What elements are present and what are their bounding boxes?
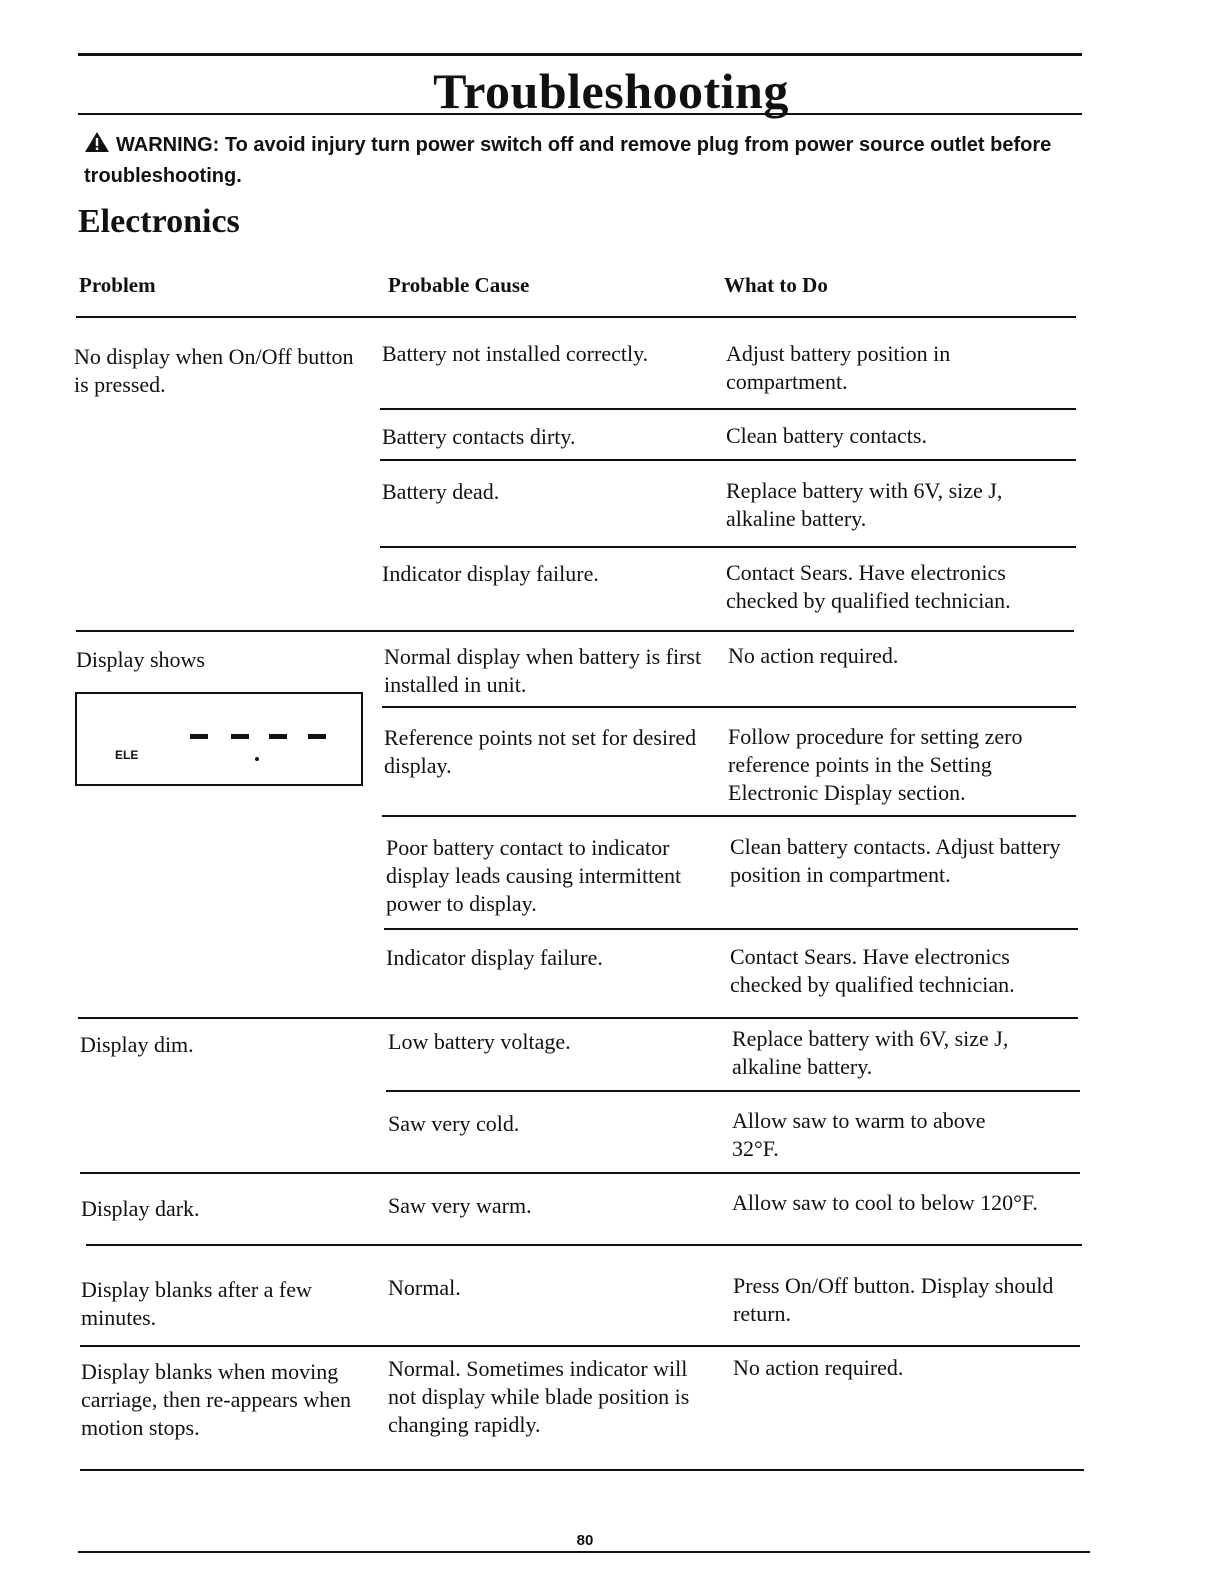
row-rule <box>382 815 1076 817</box>
lcd-dash <box>190 734 208 739</box>
column-header-todo: What to Do <box>724 273 828 297</box>
problem-cell: Display dark. <box>81 1196 200 1221</box>
todo-cell: Allow saw to cool to below 120°F. <box>732 1190 1038 1215</box>
problem-cell: Display blanks after a few minutes. <box>81 1277 312 1330</box>
group-rule <box>76 630 1074 632</box>
page-title: Troubleshooting <box>433 63 789 119</box>
todo-cell: Replace battery with 6V, size J, alkaline battery. <box>726 478 1003 531</box>
group-rule <box>80 1345 1080 1347</box>
todo-cell: Replace battery with 6V, size J, alkaline battery. <box>732 1026 1009 1079</box>
cause-cell: Poor battery contact to indicator display leads causing intermittent power to display. <box>386 835 682 916</box>
column-header-problem: Problem <box>79 273 156 297</box>
cause-cell: Normal. Sometimes indicator will not display while blade position is changing rapidly. <box>388 1356 690 1437</box>
header-rule <box>76 316 1076 318</box>
todo-cell: Clean battery contacts. Adjust battery position in compartment. <box>730 834 1061 887</box>
todo-cell: Contact Sears. Have electronics checked by qualified technician. <box>726 560 1011 613</box>
lcd-label: ELE <box>115 748 139 762</box>
row-rule <box>386 1090 1080 1092</box>
cause-cell: Indicator display failure. <box>382 561 599 586</box>
todo-cell: Contact Sears. Have electronics checked by qualified technician. <box>730 944 1015 997</box>
group-rule <box>80 1172 1080 1174</box>
cause-cell: Saw very warm. <box>388 1193 532 1218</box>
row-rule <box>380 408 1076 410</box>
row-rule <box>384 928 1078 930</box>
page-number: 80 <box>576 1532 594 1549</box>
column-header-cause: Probable Cause <box>388 273 530 297</box>
cause-cell: Normal display when battery is first installed in unit. <box>384 644 702 697</box>
lcd-decimal-dot <box>255 757 259 761</box>
cause-cell: Low battery voltage. <box>388 1029 571 1054</box>
problem-cell: Display blanks when moving carriage, then re-appears when motion stops. <box>81 1359 351 1440</box>
top-rule <box>78 53 1082 56</box>
problem-cell: Display dim. <box>80 1032 194 1057</box>
todo-cell: Press On/Off button. Display should return. <box>733 1273 1054 1326</box>
todo-cell: Allow saw to warm to above 32°F. <box>732 1108 986 1161</box>
cause-cell: Reference points not set for desired display. <box>384 725 697 778</box>
row-rule <box>380 459 1076 461</box>
lcd-dash <box>308 734 326 739</box>
todo-cell: Follow procedure for setting zero reference points in the Setting Electronic Display section. <box>728 724 1023 805</box>
cause-cell: Normal. <box>388 1275 461 1300</box>
footer-rule <box>78 1551 1090 1553</box>
todo-cell: Adjust battery position in compartment. <box>726 341 951 394</box>
cause-cell: Battery contacts dirty. <box>382 424 576 449</box>
bottom-table-rule <box>80 1469 1084 1471</box>
section-heading: Electronics <box>78 203 240 240</box>
todo-cell: Clean battery contacts. <box>726 423 927 448</box>
cause-cell: Battery not installed correctly. <box>382 341 649 366</box>
row-rule <box>380 546 1076 548</box>
group-rule <box>78 1017 1078 1019</box>
problem-cell: Display shows <box>76 647 205 672</box>
cause-cell: Indicator display failure. <box>386 945 603 970</box>
lcd-dash <box>269 734 287 739</box>
warning-triangle-icon <box>84 131 110 153</box>
row-rule <box>382 706 1076 708</box>
lcd-dash <box>231 734 249 739</box>
group-rule <box>86 1244 1082 1246</box>
todo-cell: No action required. <box>733 1355 904 1380</box>
lcd-display-illustration <box>75 692 363 786</box>
cause-cell: Saw very cold. <box>388 1111 520 1136</box>
problem-cell: No display when On/Off button is pressed. <box>74 344 354 397</box>
cause-cell: Battery dead. <box>382 479 500 504</box>
todo-cell: No action required. <box>728 643 899 668</box>
warning-notice <box>84 130 1084 192</box>
warning-text: WARNING: To avoid injury turn power switch off and remove plug from power source outlet before troubleshooting. <box>84 134 1052 187</box>
